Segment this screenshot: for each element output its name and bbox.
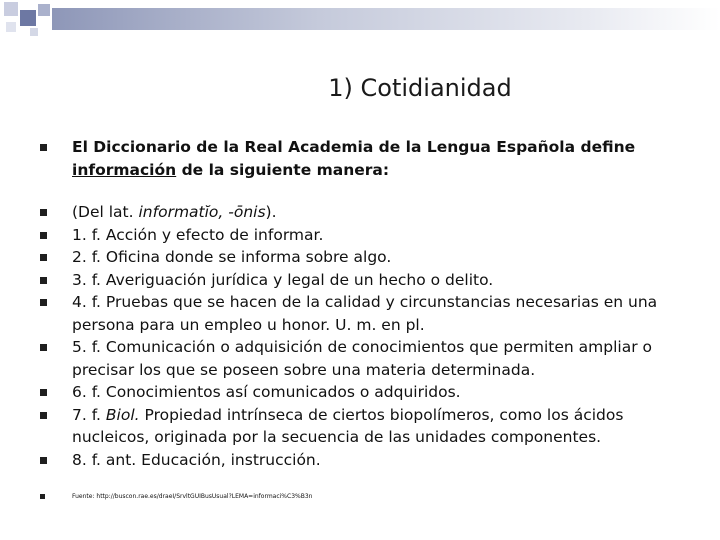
- definition-text-end: ).: [265, 203, 277, 221]
- definition-italic: Biol.: [105, 405, 140, 424]
- header-gradient-bar: [52, 8, 720, 30]
- definition-text: 8. f. ant. Educación, instrucción.: [72, 450, 321, 469]
- definition-item: [38, 224, 688, 247]
- slide-title: 1) Cotidianidad: [328, 74, 512, 102]
- definition-item: [38, 449, 688, 472]
- bullet-square: [40, 209, 47, 216]
- decor-square: [4, 2, 18, 16]
- definition-text: 2. f. Oficina donde se informa sobre algo.: [72, 248, 392, 266]
- source-citation: [38, 493, 688, 501]
- bullet-square: [40, 412, 47, 419]
- definition-text-end: Propiedad intrínseca de ciertos biopolímeros, como los ácidos nucleicos, originada por la secuencia de las unidades componentes.: [72, 405, 624, 446]
- definition-italic: informatĭo, -ōnis: [138, 203, 266, 221]
- decor-square: [38, 4, 50, 16]
- bullet-square: [40, 277, 47, 284]
- bullet-square: [40, 389, 47, 396]
- intro-text-end: de la siguiente manera:: [176, 160, 390, 179]
- bullet-square: [40, 144, 47, 151]
- definition-text: (Del lat.: [72, 203, 139, 221]
- source-text: Fuente: http://buscon.rae.es/draeI/SrvltGUIBusUsual?LEMA=informaci%C3%B3n: [72, 493, 313, 500]
- intro-paragraph: [38, 136, 688, 181]
- definition-text: 1. f. Acción y efecto de informar.: [72, 225, 324, 244]
- slide-content: [38, 136, 688, 501]
- definition-item: [38, 404, 688, 449]
- definition-text: 5. f. Comunicación o adquisición de conocimientos que permiten ampliar o precisar los que se poseen sobre una materia determinada.: [72, 338, 652, 379]
- definition-item: [38, 269, 688, 292]
- bullet-square: [40, 457, 47, 464]
- definition-text: 3. f. Averiguación jurídica y legal de un hecho o delito.: [72, 270, 494, 289]
- decor-square: [30, 28, 38, 36]
- definition-item: [38, 201, 688, 224]
- definition-item: [38, 336, 688, 381]
- definition-text: 4. f. Pruebas que se hacen de la calidad y circunstancias necesarias en una persona para un empleo u honor. U. m. en pl.: [72, 293, 658, 334]
- definition-item: [38, 381, 688, 404]
- intro-underlined-term: información: [72, 160, 177, 179]
- definition-text: 6. f. Conocimientos así comunicados o adquiridos.: [72, 383, 461, 401]
- definition-item: [38, 246, 688, 269]
- definition-list: [38, 201, 688, 471]
- bullet-square: [40, 344, 47, 351]
- definition-item: [38, 291, 688, 336]
- bullet-square: [40, 494, 45, 499]
- bullet-square: [40, 254, 47, 261]
- intro-text: El Diccionario de la Real Academia de la Lengua Española define: [72, 138, 636, 156]
- definition-text: 7. f.: [72, 405, 106, 424]
- bullet-square: [40, 299, 47, 306]
- bullet-square: [40, 232, 47, 239]
- header-decoration: [0, 0, 720, 36]
- decor-square: [20, 10, 36, 26]
- decor-square: [6, 22, 16, 32]
